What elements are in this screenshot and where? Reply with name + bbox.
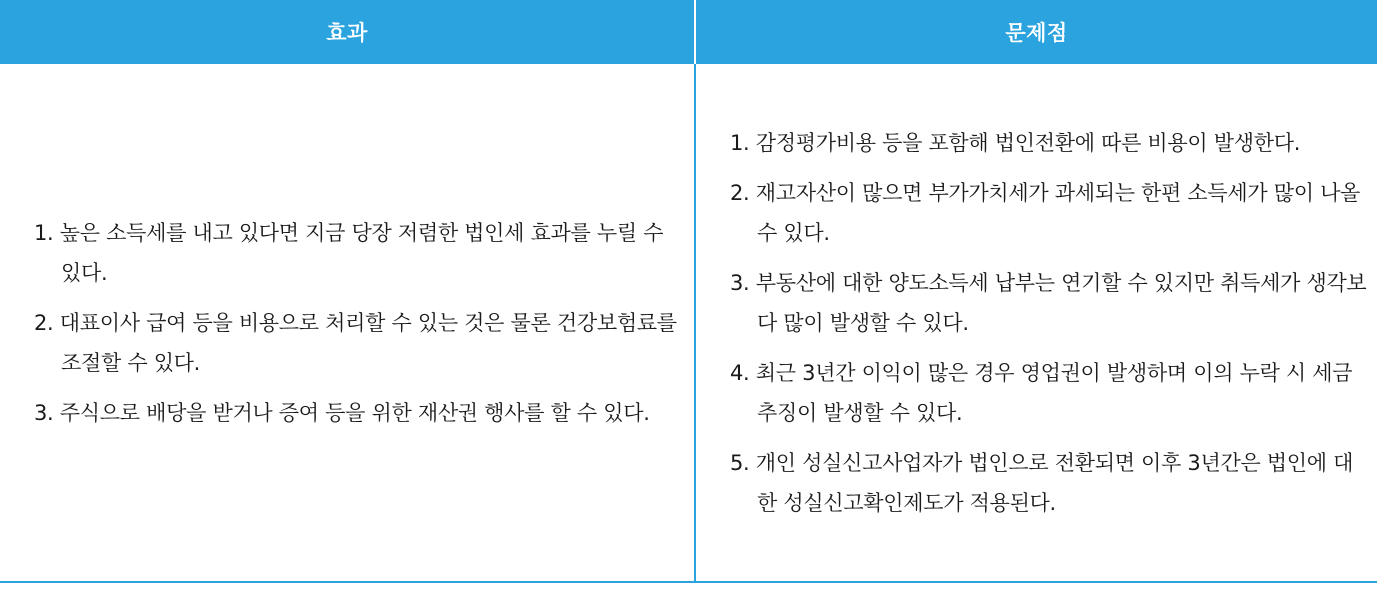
- problems-list: [730, 123, 1369, 523]
- problems-cell: [696, 64, 1377, 581]
- table-header-row: [0, 0, 1377, 64]
- table-body-row: [0, 64, 1377, 581]
- effects-list-item: 3. 주식으로 배당을 받거나 증여 등을 위한 재산권 행사를 할 수 있다.: [34, 400, 650, 425]
- problems-list-item: 1. 감정평가비용 등을 포함해 법인전환에 따른 비용이 발생한다.: [730, 130, 1301, 155]
- effects-list-item: 1. 높은 소득세를 내고 있다면 지금 당장 저렴한 법인세 효과를 누릴 수 있다.: [34, 220, 664, 285]
- problems-list-item: 2. 재고자산이 많으면 부가가치세가 과세되는 한편 소득세가 많이 나올 수 있다.: [730, 180, 1361, 245]
- problems-list-item: 3. 부동산에 대한 양도소득세 납부는 연기할 수 있지만 취득세가 생각보다 많이 발생할 수 있다.: [730, 270, 1367, 335]
- effects-list-item: 2. 대표이사 급여 등을 비용으로 처리할 수 있는 것은 물론 건강보험료를 조절할 수 있다.: [34, 310, 677, 375]
- effects-header: 효과: [0, 0, 696, 64]
- problems-list-item: 4. 최근 3년간 이익이 많은 경우 영업권이 발생하며 이의 누락 시 세금추징이 발생할 수 있다.: [730, 360, 1353, 425]
- problems-list-item: 5. 개인 성실신고사업자가 법인으로 전환되면 이후 3년간은 법인에 대한 성실신고확인제도가 적용된다.: [730, 450, 1354, 515]
- problems-header: 문제점: [1005, 21, 1068, 45]
- effects-cell: [0, 64, 696, 581]
- effects-list: [34, 213, 684, 433]
